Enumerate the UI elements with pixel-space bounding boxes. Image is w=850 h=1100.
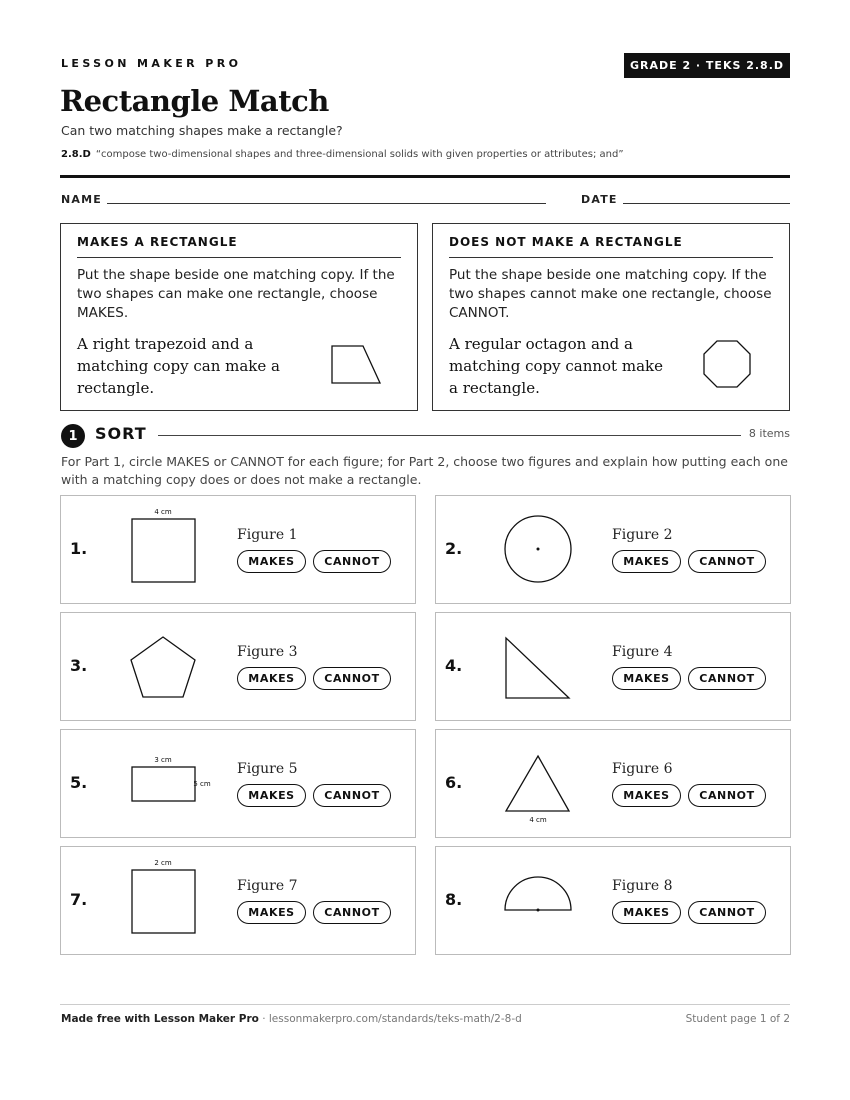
square-figure: [61, 496, 241, 605]
figure-label: Figure 5: [237, 761, 298, 777]
cannot-button[interactable]: CANNOT: [313, 901, 391, 924]
figure-label: Figure 7: [237, 878, 298, 894]
footer-url[interactable]: · lessonmakerpro.com/standards/teks-math/2-8-d: [262, 1013, 522, 1025]
item-card-5: [60, 729, 416, 838]
makes-button[interactable]: MAKES: [237, 784, 306, 807]
item-number: 1.: [70, 539, 88, 558]
item-card-6: [435, 729, 791, 838]
dimension-label: 4 cm: [154, 508, 172, 516]
section-number-badge: 1: [61, 424, 85, 448]
dimension-label: 5 cm: [193, 780, 211, 788]
right-trapezoid-icon: [329, 342, 383, 386]
cannot-button[interactable]: CANNOT: [313, 784, 391, 807]
item-card-1: [60, 495, 416, 604]
item-number: 8.: [445, 890, 463, 909]
right-triangle-figure: [436, 613, 616, 722]
dimension-label: 2 cm: [154, 859, 172, 867]
figure-label: Figure 4: [612, 644, 673, 660]
item-number: 7.: [70, 890, 88, 909]
standard-code: 2.8.D: [61, 149, 91, 160]
info-example: A regular octagon and a matching copy cannot make a rectangle.: [449, 335, 663, 397]
makes-button[interactable]: MAKES: [612, 901, 681, 924]
section-instructions: For Part 1, circle MAKES or CANNOT for each figure; for Part 2, choose two figures and explain how putting each one with a matching copy does or does not make a rectangle.: [61, 454, 788, 487]
dimension-label: 3 cm: [154, 756, 172, 764]
info-example: A right trapezoid and a matching copy can make a rectangle.: [77, 335, 280, 397]
makes-button[interactable]: MAKES: [237, 901, 306, 924]
footer-credit: [61, 1013, 522, 1025]
octagon-icon: [701, 338, 753, 390]
item-number: 6.: [445, 773, 463, 792]
page-indicator: Student page 1 of 2: [685, 1013, 790, 1025]
figure-label: Figure 3: [237, 644, 298, 660]
standard-line: [61, 149, 624, 160]
dimension-label: 4 cm: [529, 816, 547, 824]
date-label: DATE: [581, 193, 618, 206]
item-number: 3.: [70, 656, 88, 675]
item-count: 8 items: [748, 427, 790, 440]
makes-button[interactable]: MAKES: [612, 550, 681, 573]
standard-text: “compose two-dimensional shapes and three-dimensional solids with given properties or attributes; and”: [95, 149, 624, 160]
cannot-button[interactable]: CANNOT: [688, 550, 766, 573]
page-title: Rectangle Match: [60, 84, 329, 118]
info-heading: DOES NOT MAKE A RECTANGLE: [449, 235, 683, 249]
item-number: 5.: [70, 773, 88, 792]
info-divider: [449, 257, 773, 258]
item-card-7: [60, 846, 416, 955]
makes-rectangle-box: [60, 223, 418, 411]
semicircle-figure: [436, 847, 616, 956]
item-card-8: [435, 846, 791, 955]
square-figure: [61, 847, 241, 956]
triangle-figure: [436, 730, 616, 839]
rectangle-figure: [61, 730, 241, 839]
pentagon-figure: [61, 613, 241, 722]
page-subtitle: Can two matching shapes make a rectangle?: [61, 123, 343, 138]
makes-button[interactable]: MAKES: [237, 550, 306, 573]
cannot-button[interactable]: CANNOT: [313, 550, 391, 573]
info-divider: [77, 257, 401, 258]
makes-button[interactable]: MAKES: [612, 784, 681, 807]
info-body: Put the shape beside one matching copy. If the two shapes can make one rectangle, choose MAKES.: [77, 267, 395, 321]
info-heading: MAKES A RECTANGLE: [77, 235, 238, 249]
item-card-4: [435, 612, 791, 721]
item-number: 2.: [445, 539, 463, 558]
does-not-make-rectangle-box: [432, 223, 790, 411]
makes-button[interactable]: MAKES: [612, 667, 681, 690]
makes-button[interactable]: MAKES: [237, 667, 306, 690]
header-divider: [60, 175, 790, 178]
section-title: SORT: [95, 424, 147, 443]
grade-badge: GRADE 2 · TEKS 2.8.D: [624, 53, 790, 78]
figure-label: Figure 2: [612, 527, 673, 543]
cannot-button[interactable]: CANNOT: [688, 667, 766, 690]
item-number: 4.: [445, 656, 463, 675]
item-card-3: [60, 612, 416, 721]
brand-name: LESSON MAKER PRO: [61, 57, 242, 70]
name-label: NAME: [61, 193, 102, 206]
cannot-button[interactable]: CANNOT: [313, 667, 391, 690]
date-field[interactable]: [623, 203, 790, 204]
item-card-2: [435, 495, 791, 604]
figure-label: Figure 8: [612, 878, 673, 894]
footer-made-by: Made free with Lesson Maker Pro: [61, 1013, 259, 1025]
cannot-button[interactable]: CANNOT: [688, 901, 766, 924]
info-body: Put the shape beside one matching copy. If the two shapes cannot make one rectangle, choose CANNOT.: [449, 267, 772, 321]
section-divider: [158, 435, 741, 436]
name-field[interactable]: [107, 203, 546, 204]
figure-label: Figure 6: [612, 761, 673, 777]
figure-label: Figure 1: [237, 527, 298, 543]
footer-divider: [60, 1004, 790, 1005]
cannot-button[interactable]: CANNOT: [688, 784, 766, 807]
circle-figure: [436, 496, 616, 605]
